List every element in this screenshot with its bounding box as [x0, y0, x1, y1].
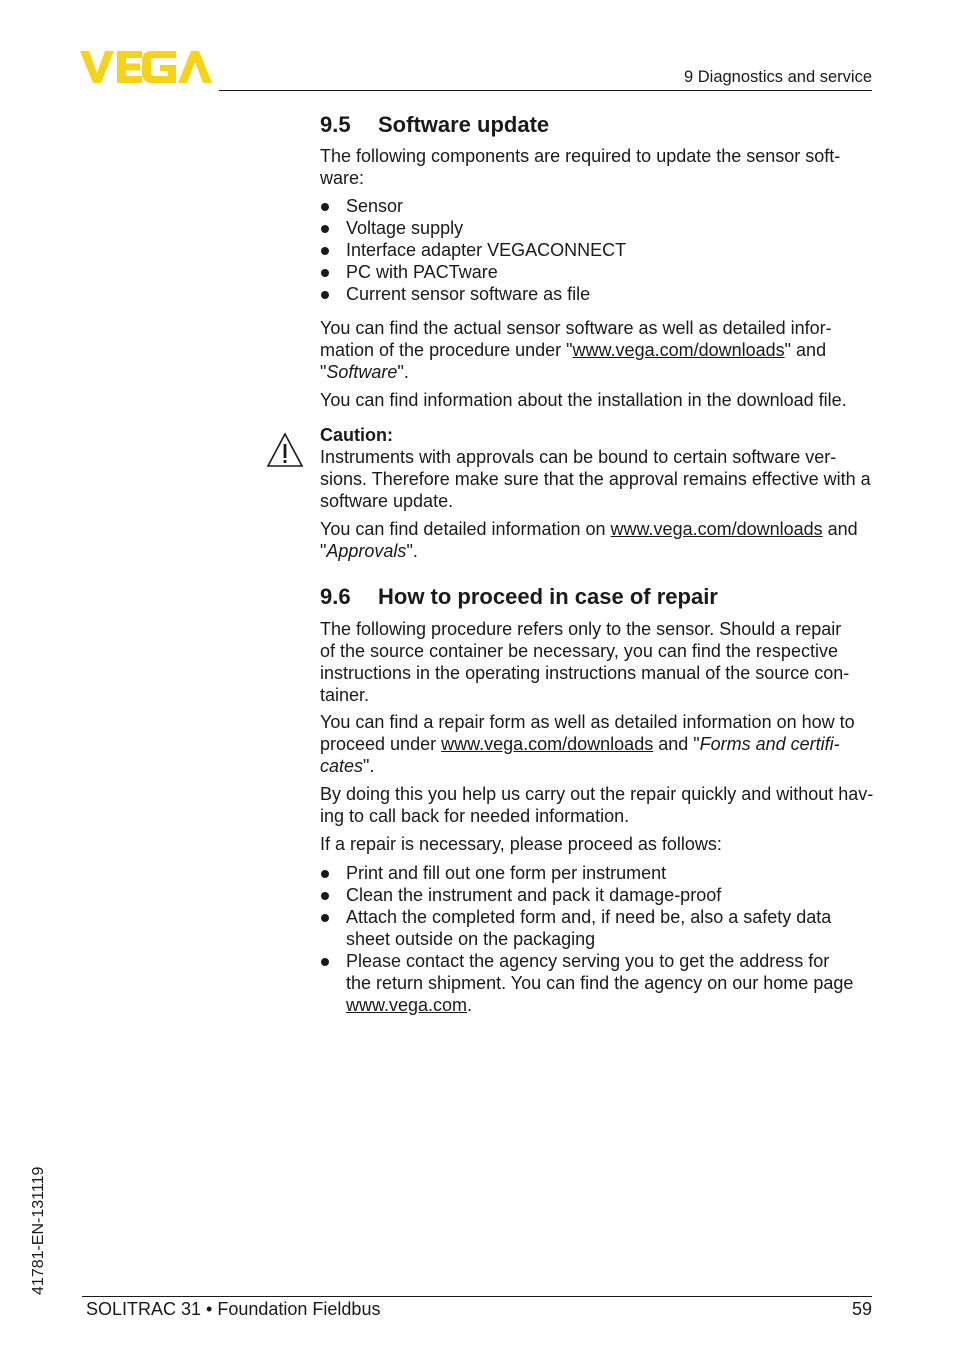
caution-block: Caution: Instruments with approvals can be bound to certain software ver- sions. Therefore make sure that the approval remains effective with a software update.: [320, 425, 871, 511]
caution-title: Caution:: [320, 425, 393, 445]
section-9-6-heading: [320, 584, 872, 610]
downloads-link[interactable]: www.vega.com/downloads: [441, 734, 654, 754]
page-number: 59: [851, 1299, 872, 1319]
list-item: Attach the completed form and, if need be, also a safety data sheet outside on the packaging: [320, 906, 872, 950]
section-number: 9.6: [320, 584, 351, 609]
running-header: 9 Diagnostics and service: [683, 68, 872, 86]
list-item: Please contact the agency serving you to get the address for the return shipment. You can find the agency on our home page www.vega.com.: [320, 950, 872, 1016]
section-title: Software update: [378, 112, 550, 137]
header-rule: [219, 90, 872, 91]
s95-paragraph-3: You can find detailed information on www.vega.com/downloads and "Approvals".: [320, 519, 858, 561]
list-item: PC with PACTware: [320, 261, 872, 283]
list-item: Print and fill out one form per instrument: [320, 862, 872, 884]
s95-component-list: [320, 195, 872, 305]
s96-paragraph-2: You can find a repair form as well as detailed information on how to proceed under www.vega.com/downloads and "Forms and certifi- cates".: [320, 712, 855, 776]
s96-repair-steps: [320, 862, 872, 1016]
s95-paragraph-1: You can find the actual sensor software as well as detailed infor- mation of the procedure under "www.vega.com/downloads" and "Software".: [320, 318, 832, 382]
footer-rule: [82, 1296, 872, 1297]
section-9-5-heading: [320, 112, 872, 138]
list-item: Voltage supply: [320, 217, 872, 239]
s96-paragraph-1: The following procedure refers only to the sensor. Should a repair of the source container be necessary, you can find the respective instructions in the operating instructions manual of the source con- tainer.: [320, 619, 850, 705]
footer-title: SOLITRAC 31 • Foundation Fieldbus: [86, 1299, 381, 1319]
downloads-link[interactable]: www.vega.com/downloads: [572, 340, 785, 360]
list-item: Clean the instrument and pack it damage-proof: [320, 884, 872, 906]
section-number: 9.5: [320, 112, 351, 137]
list-item: Interface adapter VEGACONNECT: [320, 239, 872, 261]
s95-intro: The following components are required to update the sensor soft- ware:: [320, 146, 841, 188]
list-item: Sensor: [320, 195, 872, 217]
s95-paragraph-2: You can find information about the installation in the download file.: [320, 390, 847, 410]
home-page-link[interactable]: www.vega.com: [346, 995, 468, 1015]
document-id: 41781-EN-131119: [30, 1166, 47, 1295]
warning-triangle-icon: [266, 432, 304, 468]
list-item: Current sensor software as file: [320, 283, 872, 305]
downloads-link[interactable]: www.vega.com/downloads: [610, 519, 823, 539]
s96-paragraph-3: By doing this you help us carry out the repair quickly and without hav- ing to call back for needed information.: [320, 784, 874, 826]
s96-paragraph-4: If a repair is necessary, please proceed as follows:: [320, 834, 722, 854]
vega-logo: [80, 50, 212, 84]
section-title: How to proceed in case of repair: [378, 584, 718, 609]
